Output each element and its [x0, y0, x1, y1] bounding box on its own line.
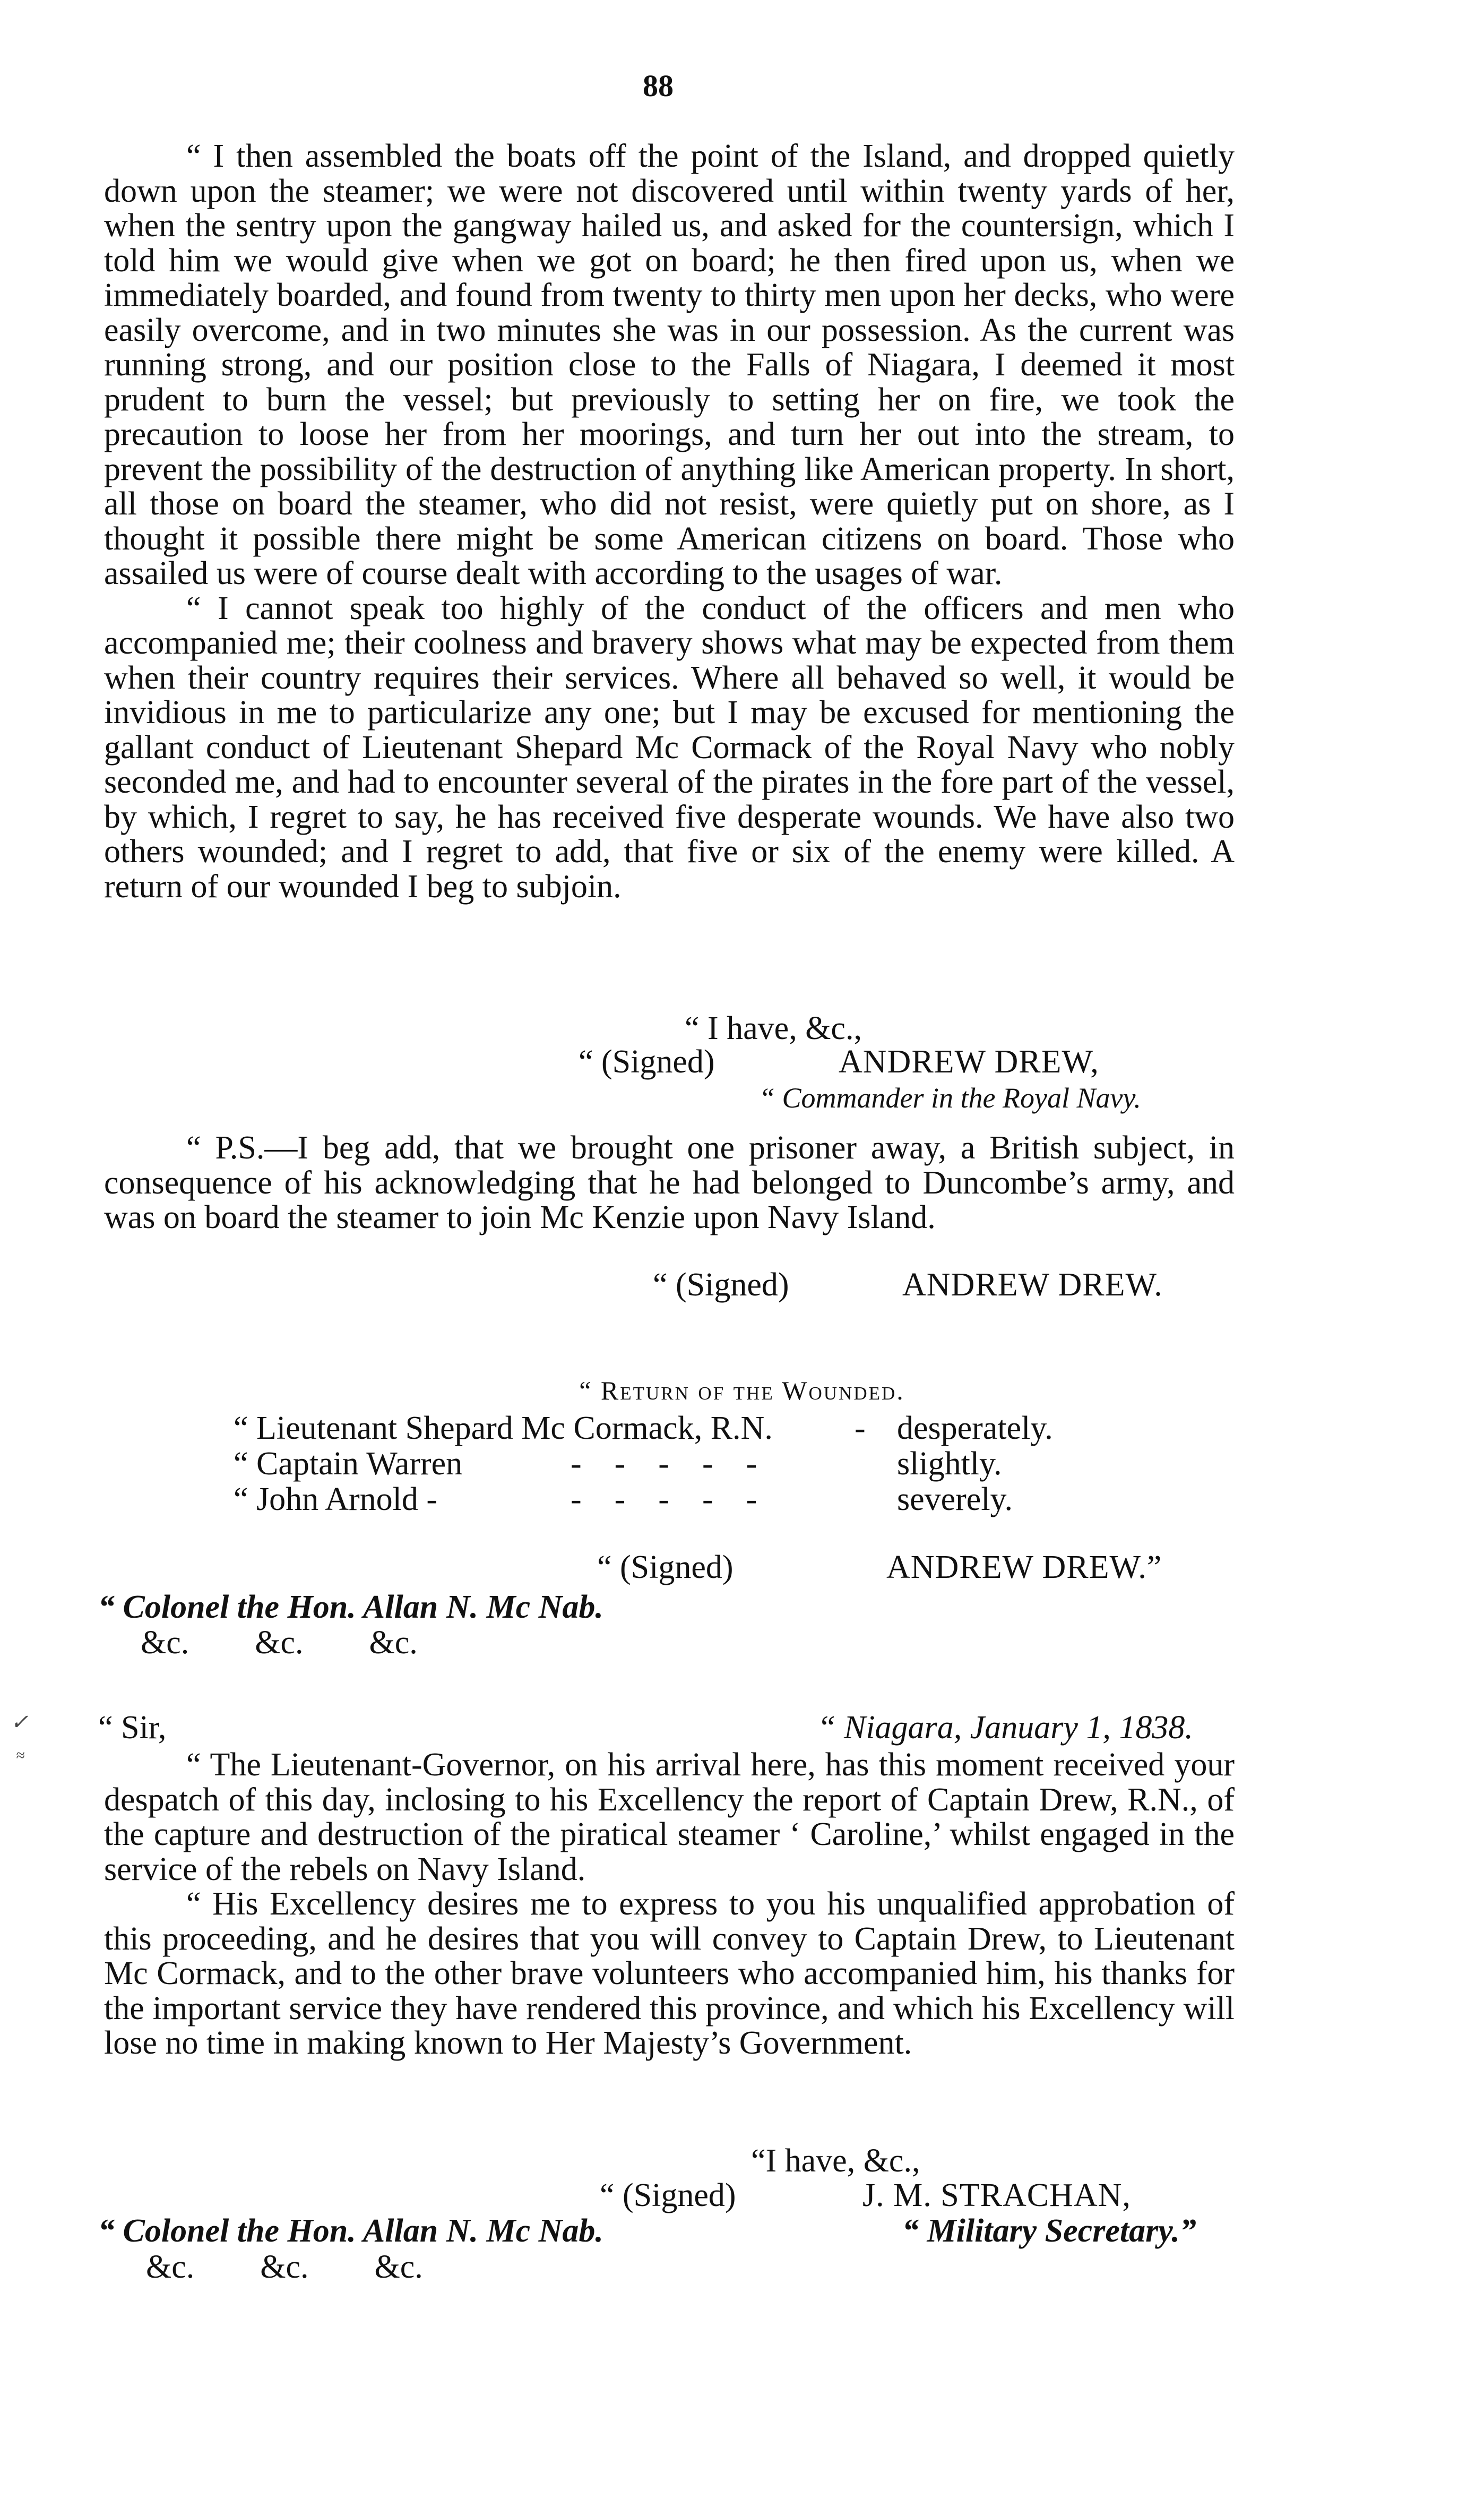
signer-title: “ Commander in the Royal Navy.: [759, 1082, 1141, 1114]
signer-title: “ Military Secretary.”: [902, 2213, 1196, 2249]
dateline: “ Niagara, January 1, 1838.: [817, 1710, 1193, 1746]
page-number: 88: [643, 68, 674, 103]
wounded-status: severely.: [897, 1481, 1013, 1517]
addressee: “ Colonel the Hon. Allan N. Mc Nab.: [98, 2213, 603, 2249]
closing: “ I have, &c.,: [685, 1010, 862, 1046]
postscript: [104, 1131, 1235, 1235]
signer-name: J. M. STRACHAN,: [862, 2177, 1131, 2213]
wounded-status: slightly.: [897, 1446, 1002, 1482]
closing: “I have, &c.,: [751, 2143, 920, 2179]
letter-body: [104, 1748, 1235, 2061]
signer-name: ANDREW DREW.”: [886, 1549, 1162, 1585]
letter-body: [104, 139, 1235, 904]
postscript-text: “ P.S.—I beg add, that we brought one prisoner away, a British subject, in consequence of his acknowledging that he had belonged to Duncombe’s army, and was on board the steamer to join Mc Kenzie upon Navy Island.: [104, 1130, 1235, 1235]
dot-leader: -: [855, 1410, 866, 1446]
etc-line: &c. &c. &c.: [141, 1625, 418, 1661]
dot-leader: - - - - -: [571, 1446, 757, 1482]
wounded-name: “ Captain Warren: [234, 1446, 463, 1482]
paragraph: “ I cannot speak too highly of the conduct of the officers and men who accompanied me; their coolness and bravery shows what may be expected from them when their country requires their services. Where all behaved so well, it would be invidious in me to particularize any one; but I may be excused for mentioning the gallant conduct of Lieutenant Shepard Mc Cormack of the Royal Navy who nobly seconded me, and had to encounter several of the pirates in the fore part of the vessel, by which, I regret to say, he has received five desperate wounds. We have also two others wounded; and I regret to add, that five or six of the enemy were killed. A return of our wounded I beg to subjoin.: [104, 590, 1235, 905]
dot-leader: - - - - -: [571, 1481, 757, 1517]
margin-annotation: ✓: [11, 1710, 29, 1734]
paragraph: “ I then assembled the boats off the point of the Island, and dropped quietly down upon the steamer; we were not discovered until within twenty yards of her, when the sentry upon the gangway hailed us, and asked for the countersign, which I told him we would give when we got on board; he then fired upon us, when we immediately boarded, and found from twenty to thirty men upon her decks, who were easily overcome, and in two minutes she was in our possession. As the current was running strong, and our position close to the Falls of Niagara, I deemed it most prudent to burn the vessel; but previously to setting her on fire, we took the precaution to loose her from her moorings, and turn her out into the stream, to prevent the possibility of the destruction of anything like American property. In short, all those on board the steamer, who did not resist, were quietly put on shore, as I thought it possible there might be some American citizens on board. Those who assailed us were of course dealt with according to the usages of war.: [104, 138, 1235, 591]
signed-label: “ (Signed): [579, 1044, 715, 1080]
signed-label: “ (Signed): [653, 1267, 789, 1303]
signed-label: “ (Signed): [600, 2177, 736, 2213]
margin-annotation: ≈: [16, 1747, 25, 1764]
wounded-name: “ John Arnold -: [234, 1481, 438, 1517]
signed-label: “ (Signed): [597, 1549, 734, 1585]
addressee: “ Colonel the Hon. Allan N. Mc Nab.: [98, 1589, 603, 1625]
etc-line: &c. &c. &c.: [146, 2249, 423, 2285]
wounded-name: “ Lieutenant Shepard Mc Cormack, R.N.: [234, 1410, 773, 1446]
signer-name: ANDREW DREW,: [839, 1044, 1099, 1080]
paragraph: “ The Lieutenant-Governor, on his arrival here, has this moment received your despatch of this day, inclosing to his Excellency the report of Captain Drew, R.N., of the capture and destruction of the piratical steamer ‘ Caroline,’ whilst engaged in the service of the rebels on Navy Island.: [104, 1747, 1235, 1887]
return-title: “ Return of the Wounded.: [579, 1376, 905, 1405]
paragraph: “ His Excellency desires me to express to you his unqualified approbation of this proceeding, and he desires that you will convey to Captain Drew, to Lieutenant Mc Cormack, and to the other brave volunteers who accompanied him, his thanks for the important service they have rendered this province, and which his Excellency will lose no time in making known to Her Majesty’s Government.: [104, 1886, 1235, 2061]
signer-name: ANDREW DREW.: [902, 1267, 1163, 1303]
wounded-status: desperately.: [897, 1410, 1053, 1446]
salutation: “ Sir,: [98, 1710, 167, 1746]
